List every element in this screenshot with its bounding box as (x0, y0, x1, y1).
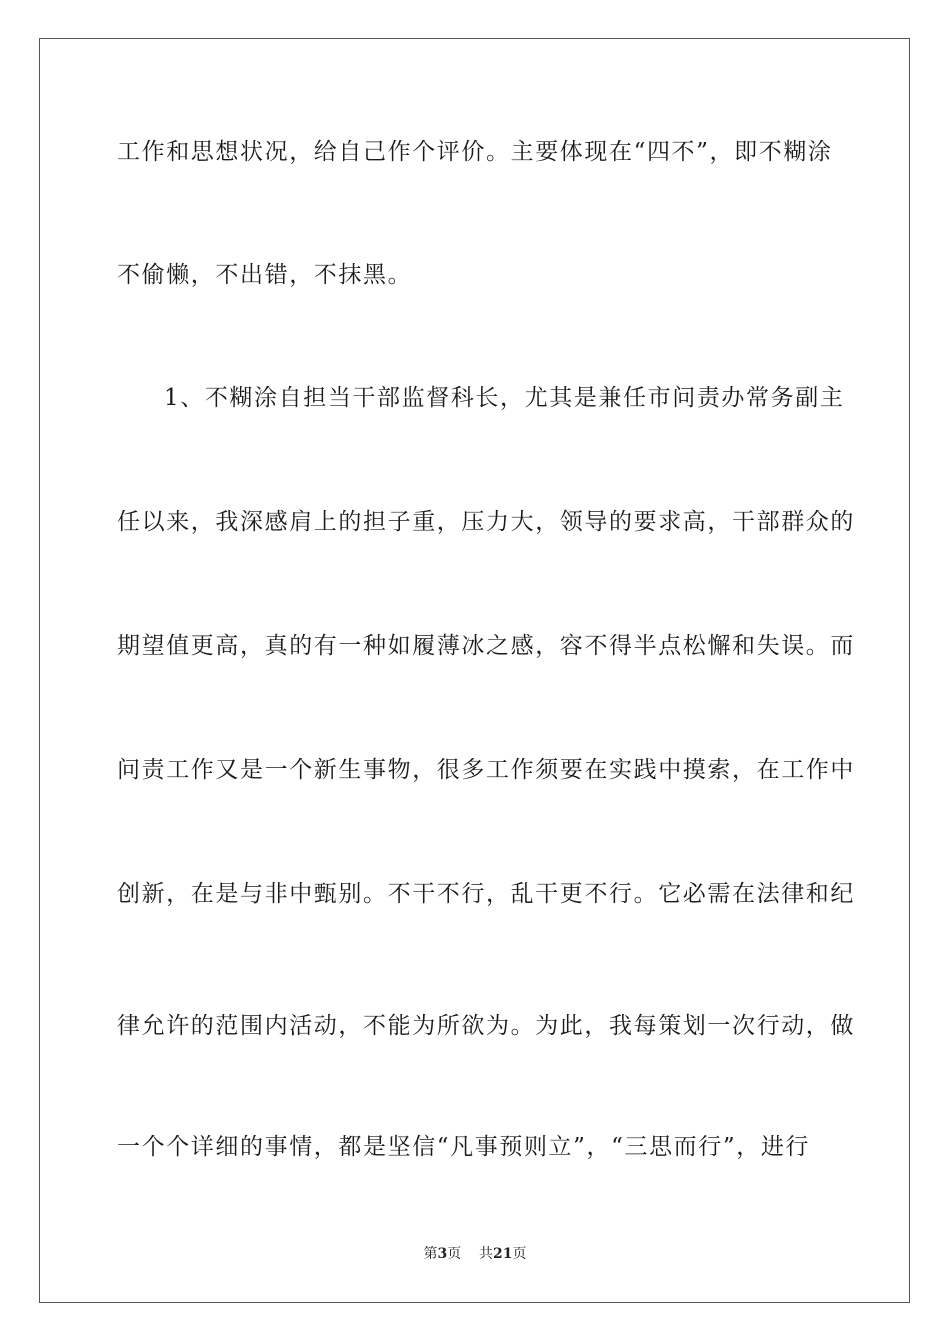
page-border (39, 38, 910, 1303)
total-page-number: 21 (493, 1246, 513, 1262)
text-line-5: 期望值更高，真的有一种如履薄冰之感，容不得半点松懈和失误。而 (117, 633, 855, 659)
page-prefix: 第 (423, 1246, 438, 1262)
page-number-footer (0, 1245, 950, 1263)
text-line-7: 创新，在是与非中甄别。不干不行，乱干更不行。它必需在法律和纪 (117, 881, 855, 907)
text-line-3-paragraph-start: 1、不糊涂自担当干部监督科长，尤其是兼任市问责办常务副主 (164, 385, 845, 411)
page-separator: 页 共 (447, 1246, 494, 1262)
text-line-1: 工作和思想状况，给自己作个评价。主要体现在“四不”，即不糊涂 (117, 139, 833, 165)
text-line-6: 问责工作又是一个新生事物，很多工作须要在实践中摸索，在工作中 (117, 757, 855, 783)
text-line-2: 不偷懒，不出错，不抹黑。 (117, 262, 413, 288)
text-line-9: 一个个详细的事情，都是坚信“凡事预则立”，“三思而行”，进行 (117, 1134, 811, 1160)
current-page-number: 3 (437, 1246, 448, 1262)
text-line-8: 律允许的范围内活动，不能为所欲为。为此，我每策划一次行动，做 (117, 1013, 855, 1039)
page-suffix: 页 (512, 1246, 527, 1262)
text-line-4: 任以来，我深感肩上的担子重，压力大，领导的要求高，干部群众的 (117, 509, 855, 535)
